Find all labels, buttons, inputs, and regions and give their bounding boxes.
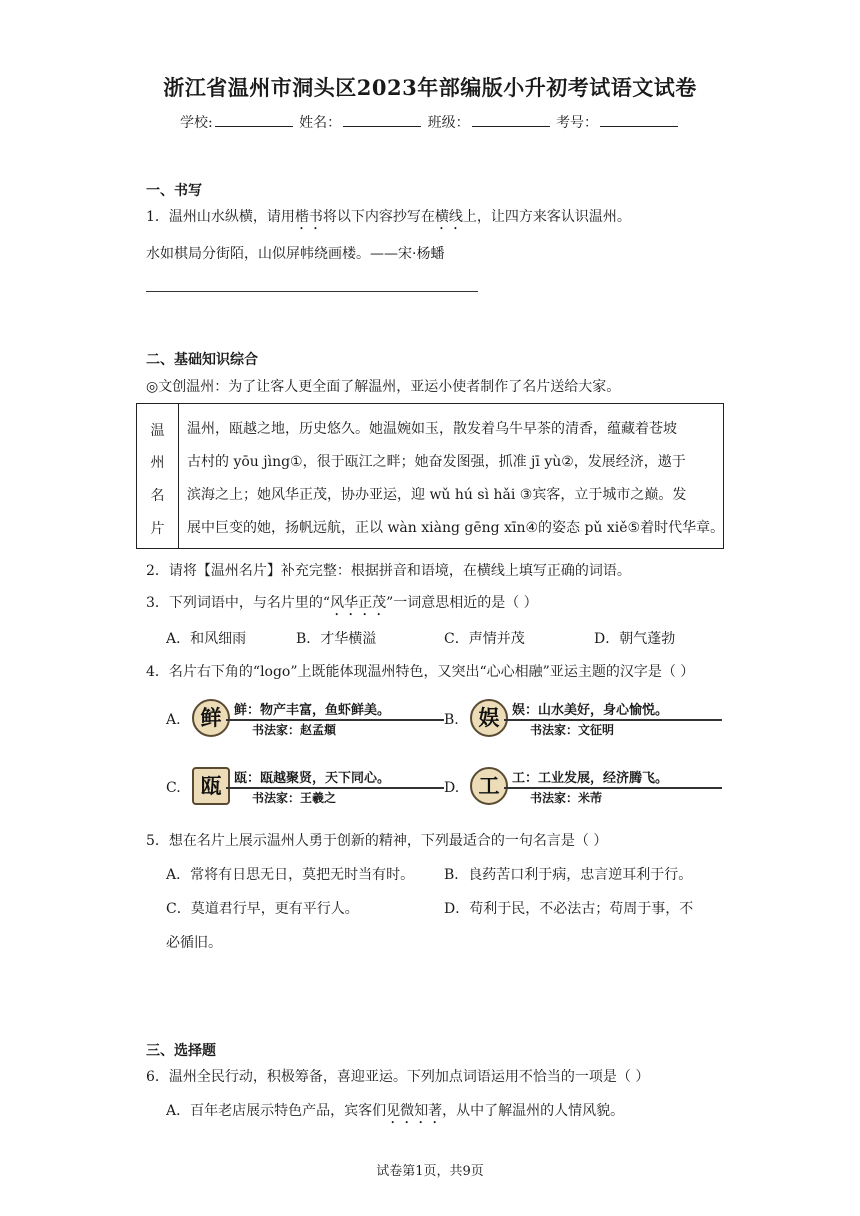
card-text-line: 温州，瓯越之地，历史悠久。她温婉如玉，散发着乌牛早茶的清香，蕴藏着苍坡 <box>187 421 677 437</box>
question-1 <box>146 206 631 233</box>
q6-option-a[interactable] <box>166 1100 624 1127</box>
q5-option-b[interactable]: B．良药苦口利于病，忠言逆耳利于行。 <box>444 867 693 883</box>
q5-option-c[interactable]: C．莫道君行早，更有平行人。 <box>166 901 359 917</box>
q4-option-d-letter[interactable]: D. <box>444 780 460 796</box>
answer-line[interactable] <box>146 291 478 292</box>
logo-caption: 鲜：物产丰富，鱼虾鲜美。 <box>234 703 391 718</box>
school-label: 学校: <box>179 115 213 131</box>
q4-option-a-letter[interactable]: A. <box>166 712 181 728</box>
q1-text-mid: 将以下内容抄写在 <box>322 209 435 225</box>
school-blank[interactable] <box>215 112 293 127</box>
card-label-char: 州 <box>150 455 165 471</box>
logo-author: 书法家：文征明 <box>530 723 615 737</box>
q5-option-a[interactable]: A．常将有日思无日，莫把无时当有时。 <box>166 867 415 883</box>
q3-option-a[interactable]: A．和风细雨 <box>166 631 247 647</box>
class-label: 班级： <box>427 115 470 131</box>
logo-caption: 瓯：瓯越聚贤，天下同心。 <box>234 771 391 786</box>
q1-text-post: 上，让四方来客认识温州。 <box>462 209 631 225</box>
section-heading-writing: 一、书写 <box>146 183 202 199</box>
poem-line: 水如棋局分街陌，山似屏帏绕画楼。——宋·杨蟠 <box>146 246 445 262</box>
card-text-line: 展中巨变的她，扬帆远航，正以 wàn xiàng gēng xīn④的姿态 pǔ xiě⑤着时代华章。 <box>187 520 725 536</box>
logo-author: 书法家：王羲之 <box>252 791 337 805</box>
q3-option-c[interactable]: C．声情并茂 <box>444 631 525 647</box>
card-label-char: 片 <box>150 521 165 537</box>
class-blank[interactable] <box>472 112 550 127</box>
logo-author: 书法家：米芾 <box>530 791 603 805</box>
question-5: 5．想在名片上展示温州人勇于创新的精神，下列最适合的一句名言是（ ） <box>146 833 608 849</box>
q5-option-d-continued: 必循旧。 <box>166 935 222 951</box>
calligraphy-seal: 鲜 <box>192 699 230 737</box>
name-blank[interactable] <box>343 112 421 127</box>
page-footer: 试卷第1页，共9页 <box>376 1164 484 1179</box>
card-text-line: 古村的 yōu jìng①，很于瓯江之畔；她奋发图强，抓准 jī yù②，发展经济，遨于 <box>187 454 686 470</box>
q3-option-d[interactable]: D．朝气蓬勃 <box>594 631 676 647</box>
q6-a-text-pre: A．百年老店展示特色产品，宾客们 <box>166 1103 387 1119</box>
card-label-column <box>137 404 179 548</box>
q3-text-pre: 3．下列词语中，与名片里的“ <box>146 595 331 611</box>
calligraphy-seal: 瓯 <box>192 767 230 805</box>
q1-dotted-word-1: 楷书 <box>294 209 323 225</box>
calligraphy-seal: 工 <box>470 767 508 805</box>
logo-caption: 娱：山水美好，身心愉悦。 <box>512 703 669 718</box>
q6-a-dotted-word: 见微知著 <box>386 1103 443 1119</box>
q4-option-c-letter[interactable]: C. <box>166 780 181 796</box>
q4-option-b-letter[interactable]: B. <box>444 712 459 728</box>
student-info-line <box>0 112 860 132</box>
logo-author: 书法家：赵孟頫 <box>252 723 337 737</box>
question-2: 2．请将【温州名片】补充完整：根据拼音和语境，在横线上填写正确的词语。 <box>146 563 631 579</box>
logo-caption: 工：工业发展，经济腾飞。 <box>512 771 669 786</box>
q4-option-b-logo[interactable] <box>470 697 722 743</box>
card-label-char: 温 <box>150 423 165 439</box>
q4-option-c-logo[interactable] <box>192 765 444 811</box>
question-4: 4．名片右下角的“logo”上既能体现温州特色，又突出“心心相融”亚运主题的汉字是（ ） <box>146 664 695 680</box>
q1-dotted-word-2: 横线 <box>434 209 463 225</box>
q3-dotted-word: 风华正茂 <box>330 595 387 611</box>
number-label: 考号： <box>556 115 599 131</box>
section-heading-choice: 三、选择题 <box>146 1043 216 1059</box>
exam-title: 浙江省温州市洞头区2023年部编版小升初考试语文试卷 <box>163 75 697 100</box>
calligraphy-seal: 娱 <box>470 699 508 737</box>
question-6: 6．温州全民行动，积极筹备，喜迎亚运。下列加点词语运用不恰当的一项是（ ） <box>146 1069 650 1085</box>
q1-text-pre: 1．温州山水纵横，请用 <box>146 209 295 225</box>
q3-text-post: ”一词意思相近的是（ ） <box>386 595 538 611</box>
intro-text: ◎文创温州：为了让客人更全面了解温州，亚运小使者制作了名片送给大家。 <box>146 379 621 395</box>
card-text-line: 滨海之上；她风华正茂，协办亚运，迎 wǔ hú sì hǎi ③宾客，立于城市之巅。发 <box>187 487 687 503</box>
q5-option-d[interactable]: D．苟利于民，不必法古；苟周于事，不 <box>444 901 694 917</box>
q6-a-text-post: ，从中了解温州的人情风貌。 <box>442 1103 625 1119</box>
question-3 <box>146 592 538 619</box>
q3-option-b[interactable]: B．才华横溢 <box>296 631 377 647</box>
q4-option-a-logo[interactable] <box>192 697 444 743</box>
number-blank[interactable] <box>600 112 678 127</box>
card-label-char: 名 <box>150 488 165 504</box>
wenzhou-card <box>136 403 724 549</box>
section-heading-basics: 二、基础知识综合 <box>146 352 258 368</box>
name-label: 姓名： <box>299 115 342 131</box>
q4-option-d-logo[interactable] <box>470 765 722 811</box>
